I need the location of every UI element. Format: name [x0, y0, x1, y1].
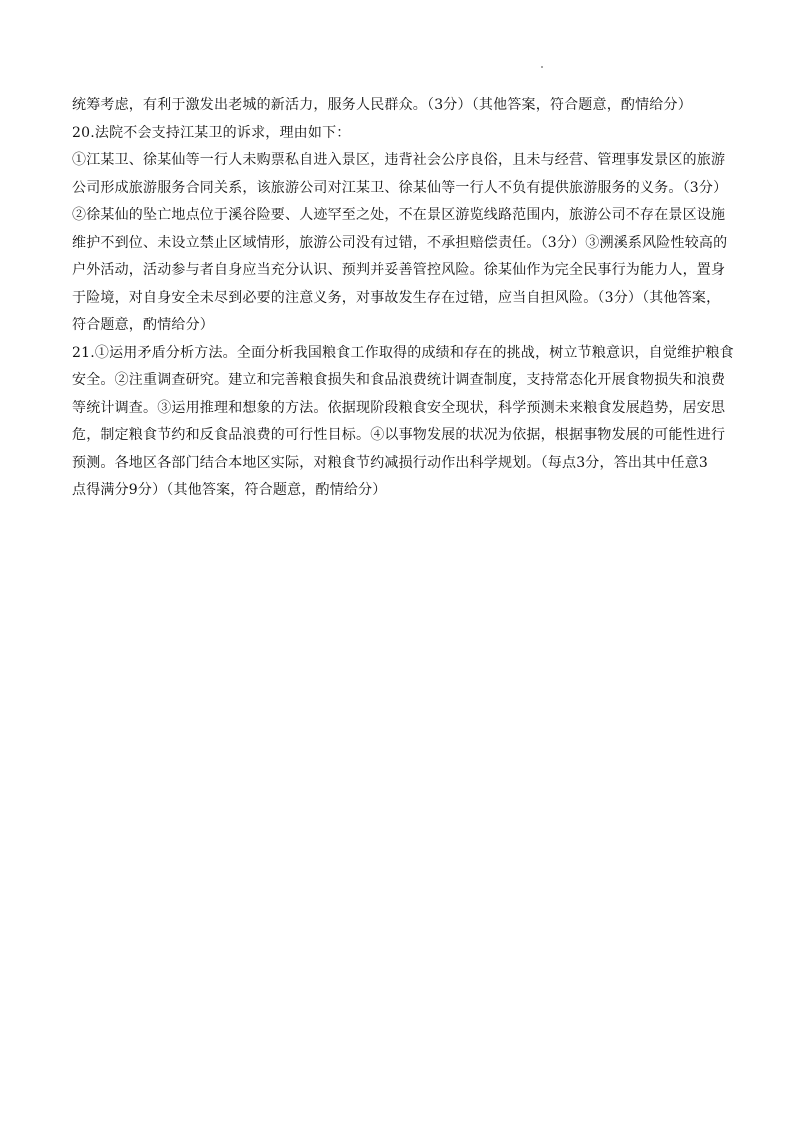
text-line: 预测。各地区各部门结合本地区实际，对粮食节约减损行动作出科学规划。（每点3分，答出其中任意3	[72, 454, 709, 471]
text-line: 公司形成旅游服务合同关系，该旅游公司对江某卫、徐某仙等一行人不负有提供旅游服务的义务。（3分）	[72, 179, 728, 196]
text-line: 维护不到位、未设立禁止区域情形，旅游公司没有过错，不承担赔偿责任。（3分）③溯溪系风险性较高的	[72, 234, 728, 251]
text-line: 点得满分9分）（其他答案，符合题意，酌情给分）	[72, 482, 387, 498]
question-20-heading: 20.法院不会支持江某卫的诉求，理由如下：	[72, 124, 351, 141]
text-line: 安全。②注重调查研究。建立和完善粮食损失和食品浪费统计调查制度，支持常态化开展食物损失和浪费	[72, 372, 726, 388]
text-line: 户外活动，活动参与者自身应当充分认识、预判并妥善管控风险。徐某仙作为完全民事行为能力人，置身	[72, 262, 726, 278]
text-line: 于险境，对自身安全未尽到必要的注意义务，对事故发生存在过错，应当自担风险。（3分）（其他答案，	[72, 289, 721, 306]
text-line: 等统计调查。③运用推理和想象的方法。依据现阶段粮食安全现状，科学预测未来粮食发展趋势，居安思	[72, 399, 726, 416]
scan-dot	[541, 66, 543, 68]
text-line: ①江某卫、徐某仙等一行人未购票私自进入景区，违背社会公序良俗，且未与经营、管理事发景区的旅游	[72, 152, 726, 168]
text-line: ②徐某仙的坠亡地点位于溪谷险要、人迹罕至之处，不在景区游览线路范围内，旅游公司不存在景区设施	[72, 207, 726, 223]
text-line: 符合题意，酌情给分）	[72, 317, 214, 333]
text-line: 危，制定粮食节约和反食品浪费的可行性目标。④以事物发展的状况为依据，根据事物发展的可能性进行	[72, 427, 726, 443]
question-21-start: 21.①运用矛盾分析方法。全面分析我国粮食工作取得的成绩和存在的挑战，树立节粮意识，自觉维护粮食	[72, 344, 734, 361]
text-line: 统筹考虑，有利于激发出老城的新活力，服务人民群众。（3分）（其他答案，符合题意，酌情给分）	[72, 97, 692, 113]
answer-text-block	[72, 92, 732, 505]
